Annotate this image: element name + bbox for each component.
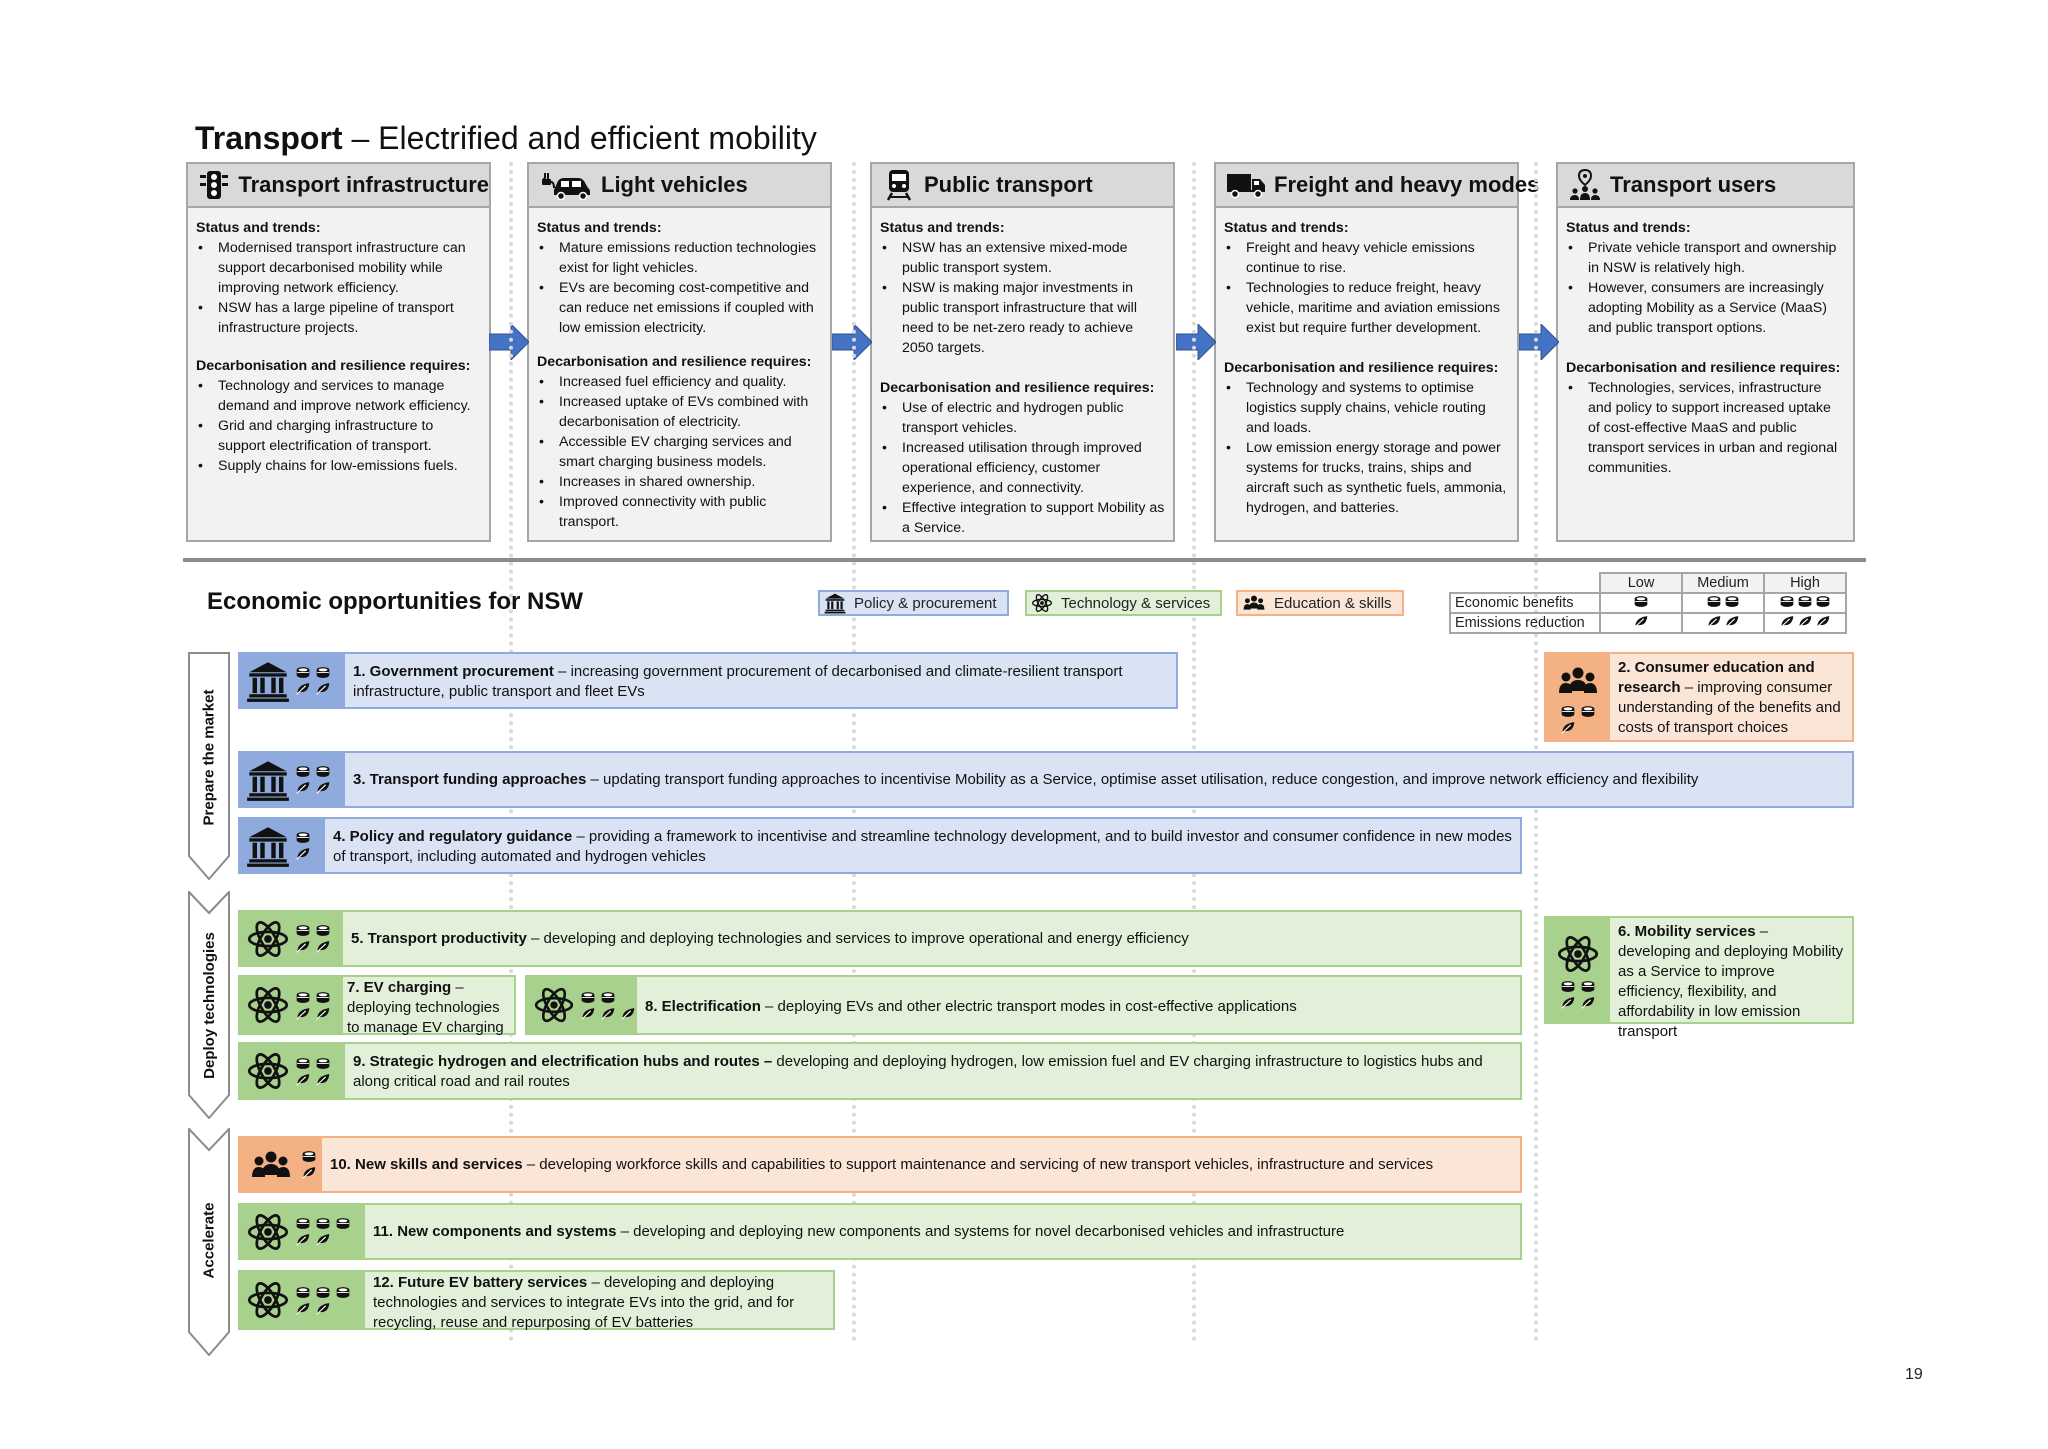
page-number: 19 <box>1905 1366 1923 1383</box>
leaf-icon <box>294 1233 312 1246</box>
users-location-icon <box>1568 168 1602 202</box>
opportunity-text: 4. Policy and regulatory guidance – providing a framework to incentivise and streamline technology development, and to build investor and consumer confidence in new modes of transport, including automated and hydrogen vehicles <box>333 828 1512 865</box>
rating-icons <box>294 765 332 794</box>
coin-icon <box>314 1217 332 1230</box>
coin-icon <box>294 1057 312 1070</box>
requires-item: • Increased fuel efficiency and quality. <box>537 372 822 392</box>
requires-item: • Technology and services to manage demand and improve network efficiency. <box>196 376 481 416</box>
rating-icons <box>294 991 332 1020</box>
atom-icon <box>246 917 290 961</box>
leaf-icon <box>1764 613 1846 633</box>
status-item: • Private vehicle transport and ownership in NSW is relatively high. <box>1566 238 1845 278</box>
opportunity-12 <box>238 1270 835 1330</box>
opportunity-icon-area <box>240 819 325 872</box>
coin-icon <box>314 1286 332 1299</box>
people-icon <box>1555 661 1601 701</box>
panel-title: Transport infrastructure <box>238 172 489 197</box>
requires-item: • Supply chains for low-emissions fuels. <box>196 456 481 476</box>
stage-deploy-technologies: Deploy technologies <box>200 931 218 1079</box>
requires-item: • Technology and systems to optimise logistics supply chains, vehicle routing and loads. <box>1224 378 1509 438</box>
leaf-icon <box>599 1007 617 1020</box>
opportunity-icon-area <box>1546 654 1610 740</box>
train-icon <box>882 168 916 202</box>
status-label: Status and trends: <box>196 220 321 236</box>
coin-icon <box>294 831 312 844</box>
requires-item: • Low emission energy storage and power systems for trucks, trains, ships and aircraft such as synthetic fuels, ammonia, hydrogen, and batteries. <box>1224 438 1509 518</box>
leaf-icon <box>1600 613 1682 633</box>
bank-icon <box>246 758 290 802</box>
opportunity-icon-area <box>1546 918 1610 1022</box>
opportunity-icon-area <box>527 977 637 1033</box>
leaf-icon <box>294 781 312 794</box>
requires-item: • Effective integration to support Mobility as a Service. <box>880 498 1165 538</box>
opportunity-7 <box>238 975 516 1035</box>
requires-item: • Grid and charging infrastructure to support electrification of transport. <box>196 416 481 456</box>
leaf-icon <box>314 1302 332 1315</box>
legend-policy-procurement <box>818 590 1009 616</box>
opportunity-5 <box>238 910 1522 967</box>
coin-icon <box>334 1217 352 1230</box>
flow-arrow-icon <box>1176 324 1216 360</box>
atom-icon <box>246 983 290 1027</box>
leaf-icon <box>314 940 332 953</box>
panel-title: Public transport <box>924 172 1093 197</box>
leaf-icon <box>300 1166 318 1179</box>
leaf-icon <box>294 682 312 695</box>
bank-icon <box>246 659 290 703</box>
coin-icon <box>579 991 597 1004</box>
economic-opportunities-title: Economic opportunities for NSW <box>207 588 583 615</box>
coin-icon <box>294 991 312 1004</box>
opportunity-icon-area <box>240 753 345 806</box>
status-label: Status and trends: <box>1566 220 1691 236</box>
coin-icon <box>314 765 332 778</box>
rating-icons <box>579 991 637 1020</box>
rating-icons <box>1559 980 1597 1009</box>
requires-item: • Improved connectivity with public transport. <box>537 492 822 532</box>
traffic-light-icon <box>198 168 230 202</box>
opportunity-text: 2. Consumer education and research – improving consumer understanding of the benefits and costs of transport choices <box>1618 659 1841 736</box>
status-item: • NSW has an extensive mixed-mode public transport system. <box>880 238 1165 278</box>
status-item: • Mature emissions reduction technologies exist for light vehicles. <box>537 238 822 278</box>
leaf-icon <box>1579 996 1597 1009</box>
leaf-icon <box>1559 721 1577 734</box>
people-icon <box>246 1145 296 1185</box>
opportunity-icon-area <box>240 654 345 707</box>
status-item: • Freight and heavy vehicle emissions continue to rise. <box>1224 238 1509 278</box>
opportunity-6 <box>1544 916 1854 1040</box>
coin-icon <box>1579 705 1597 718</box>
opportunity-8 <box>525 975 1522 1035</box>
flow-arrow-icon <box>1519 324 1559 360</box>
requires-label: Decarbonisation and resilience requires: <box>1566 360 1841 376</box>
opportunity-4 <box>238 817 1522 874</box>
status-item: • However, consumers are increasingly adopting Mobility as a Service (MaaS) and public transport options. <box>1566 278 1845 338</box>
panel-transport-users <box>1556 162 1855 542</box>
legend-technology-services <box>1025 590 1222 616</box>
coin-icon <box>294 666 312 679</box>
opportunity-text: 6. Mobility services – developing and deploying Mobility as a Service to improve efficiency, flexibility, and affordability in low emission transport <box>1618 923 1844 1040</box>
atom-icon <box>246 1049 290 1093</box>
leaf-icon <box>314 1007 332 1020</box>
panel-transport-infrastructure <box>186 162 491 542</box>
leaf-icon <box>619 1007 637 1020</box>
coin-icon <box>599 991 617 1004</box>
panel-light-vehicles <box>527 162 832 542</box>
status-label: Status and trends: <box>537 220 662 236</box>
opportunity-3 <box>238 751 1854 808</box>
requires-label: Decarbonisation and resilience requires: <box>196 358 471 374</box>
leaf-icon <box>314 1073 332 1086</box>
status-item: • EVs are becoming cost-competitive and can reduce net emissions if coupled with low emission electricity. <box>537 278 822 338</box>
rating-icons <box>294 831 312 860</box>
opportunity-text: 11. New components and systems – developing and deploying new components and systems for novel decarbonised vehicles and infrastructure <box>373 1223 1345 1240</box>
coin-icon <box>1579 980 1597 993</box>
benefit-scale-table <box>1449 572 1847 634</box>
rating-icons <box>294 1286 352 1315</box>
column-high: High <box>1764 573 1846 593</box>
opportunity-text: 3. Transport funding approaches – updating transport funding approaches to incentivise Mobility as a Service, optimise asset utilisation, reduce congestion, and improve network efficiency and flexibility <box>353 771 1699 788</box>
stage-prepare-the-market: Prepare the market <box>200 689 218 825</box>
leaf-icon <box>1682 613 1764 633</box>
bank-icon <box>246 824 290 868</box>
status-label: Status and trends: <box>880 220 1005 236</box>
coin-icon <box>300 1150 318 1163</box>
requires-label: Decarbonisation and resilience requires: <box>880 380 1155 396</box>
leaf-icon <box>294 940 312 953</box>
panel-title: Light vehicles <box>601 172 748 197</box>
opportunity-text: 7. EV charging – deploying technologies to manage EV charging <box>347 979 504 1036</box>
opportunity-text: 9. Strategic hydrogen and electrification hubs and routes – developing and deploying hydrogen, low emission fuel and EV charging infrastructure to logistics hubs and along critical road and rail routes <box>353 1053 1483 1090</box>
legend-label: Education & skills <box>1274 594 1392 612</box>
rating-icons <box>294 1217 352 1246</box>
opportunity-11 <box>238 1203 1522 1260</box>
legend-education-skills <box>1236 590 1404 616</box>
leaf-icon <box>294 1073 312 1086</box>
opportunity-1 <box>238 652 1178 709</box>
coin-icon <box>294 1217 312 1230</box>
leaf-icon <box>579 1007 597 1020</box>
panel-public-transport <box>870 162 1175 542</box>
opportunity-icon-area <box>240 1044 345 1098</box>
leaf-icon <box>314 781 332 794</box>
requires-item: • Increases in shared ownership. <box>537 472 822 492</box>
opportunity-text: 8. Electrification – deploying EVs and other electric transport modes in cost-effective applications <box>645 998 1297 1015</box>
coin-icon <box>1682 593 1764 613</box>
opportunity-9 <box>238 1042 1522 1100</box>
requires-label: Decarbonisation and resilience requires: <box>537 354 812 370</box>
requires-item: • Accessible EV charging services and smart charging business models. <box>537 432 822 472</box>
atom-icon <box>246 1210 290 1254</box>
page-title: Transport – Electrified and efficient mobility <box>195 120 817 156</box>
requires-item: • Technologies, services, infrastructure and policy to support increased uptake of cost-effective MaaS and public transport services in urban and regional communities. <box>1566 378 1845 478</box>
coin-icon <box>314 991 332 1004</box>
people-icon <box>1242 592 1266 614</box>
bank-icon <box>824 592 846 614</box>
coin-icon <box>1559 980 1577 993</box>
car-plug-icon <box>539 168 593 202</box>
opportunity-icon-area <box>240 1138 322 1191</box>
rating-icons <box>294 1057 332 1086</box>
requires-label: Decarbonisation and resilience requires: <box>1224 360 1499 376</box>
opportunity-text: 12. Future EV battery services – developing and deploying technologies and services to integrate EVs into the grid, and for recycling, reuse and repurposing of EV batteries <box>373 1274 795 1331</box>
panel-title: Transport users <box>1610 172 1777 197</box>
status-item: • NSW has a large pipeline of transport infrastructure projects. <box>196 298 481 338</box>
panel-freight-heavy-modes <box>1214 162 1540 542</box>
stage-accelerate: Accelerate <box>200 1202 218 1278</box>
column-medium: Medium <box>1682 573 1764 593</box>
atom-icon <box>533 983 575 1027</box>
row-emissions-reduction: Emissions reduction <box>1450 613 1600 633</box>
status-label: Status and trends: <box>1224 220 1349 236</box>
column-low: Low <box>1600 573 1682 593</box>
rating-icons <box>294 924 332 953</box>
coin-icon <box>294 1286 312 1299</box>
coin-icon <box>294 765 312 778</box>
leaf-icon <box>314 1233 332 1246</box>
requires-item: • Increased uptake of EVs combined with decarbonisation of electricity. <box>537 392 822 432</box>
section-divider <box>183 558 1866 562</box>
status-item: • Modernised transport infrastructure can support decarbonised mobility while improving network efficiency. <box>196 238 481 298</box>
coin-icon <box>314 924 332 937</box>
atom-icon <box>246 1278 290 1322</box>
opportunity-2 <box>1544 652 1854 742</box>
requires-item: • Increased utilisation through improved operational efficiency, customer experience, and connectivity. <box>880 438 1165 498</box>
status-item: • NSW is making major investments in public transport infrastructure that will need to be net-zero ready to achieve 2050 targets. <box>880 278 1165 358</box>
leaf-icon <box>294 1302 312 1315</box>
rating-icons <box>1559 705 1597 734</box>
status-item: • Technologies to reduce freight, heavy vehicle, maritime and aviation emissions exist but require further development. <box>1224 278 1509 338</box>
coin-icon <box>314 666 332 679</box>
opportunity-icon-area <box>240 977 343 1033</box>
opportunity-text: 5. Transport productivity – developing and deploying technologies and services to improve operational and energy efficiency <box>351 930 1189 947</box>
atom-icon <box>1556 932 1600 976</box>
panel-title: Freight and heavy modes <box>1274 172 1540 197</box>
legend-label: Policy & procurement <box>854 594 997 612</box>
atom-icon <box>1031 592 1053 614</box>
coin-icon <box>334 1286 352 1299</box>
coin-icon <box>294 924 312 937</box>
leaf-icon <box>294 1007 312 1020</box>
opportunity-icon-area <box>240 1205 365 1258</box>
coin-icon <box>1764 593 1846 613</box>
leaf-icon <box>294 847 312 860</box>
leaf-icon <box>1559 996 1577 1009</box>
coin-icon <box>314 1057 332 1070</box>
truck-icon <box>1226 168 1266 202</box>
legend-label: Technology & services <box>1061 594 1211 612</box>
leaf-icon <box>314 682 332 695</box>
rating-icons <box>300 1150 318 1179</box>
requires-item: • Use of electric and hydrogen public transport vehicles. <box>880 398 1165 438</box>
rating-icons <box>294 666 332 695</box>
opportunity-10 <box>238 1136 1522 1193</box>
opportunity-icon-area <box>240 912 343 965</box>
opportunity-icon-area <box>240 1272 365 1328</box>
coin-icon <box>1559 705 1577 718</box>
coin-icon <box>1600 593 1682 613</box>
row-economic-benefits: Economic benefits <box>1450 593 1600 613</box>
opportunity-text: 1. Government procurement – increasing government procurement of decarbonised and climate-resilient transport infrastructure, public transport and fleet EVs <box>353 663 1123 700</box>
opportunity-text: 10. New skills and services – developing workforce skills and capabilities to support maintenance and servicing of new transport vehicles, infrastructure and services <box>330 1156 1434 1173</box>
